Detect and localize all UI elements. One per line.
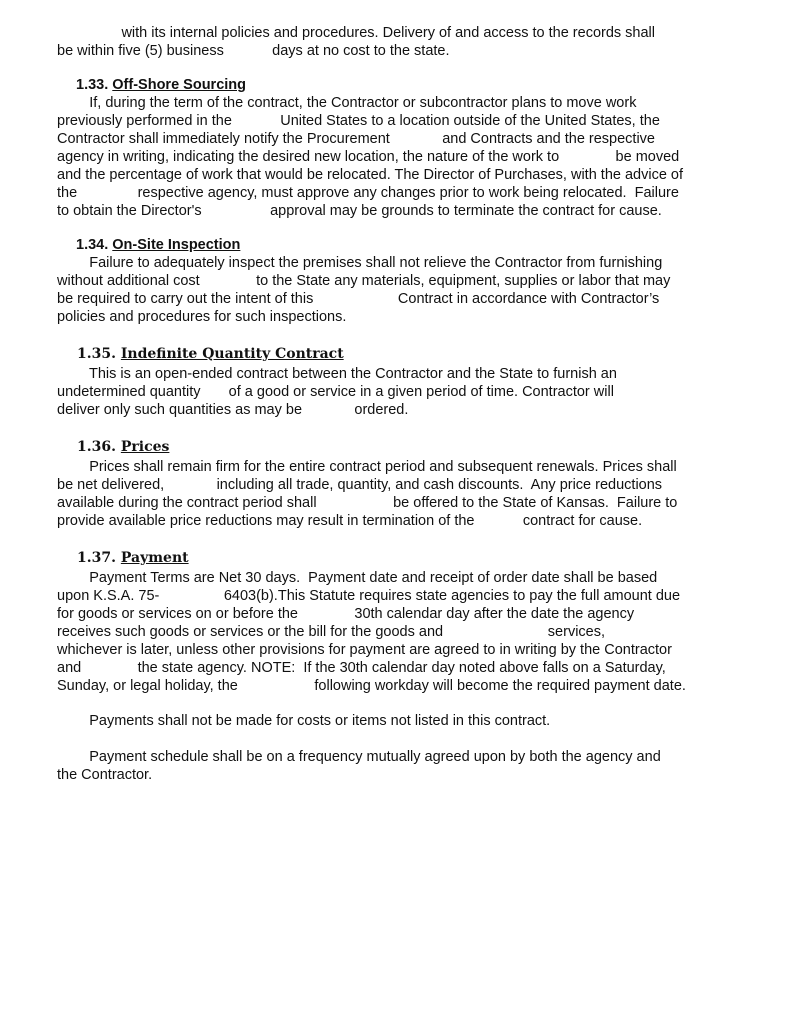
section-title: Indefinite Quantity Contract [120,346,344,362]
section-title: Payment [120,550,189,566]
section-title: Off-Shore Sourcing [112,77,247,93]
section-line: available during the contract period shall be offered to the State of Kansas. Failure to [57,495,678,511]
section-number: 1.36. [77,439,116,455]
section-number: 1.35. [77,346,116,362]
section-heading-off-shore-sourcing [76,76,246,94]
section-number: 1.37. [77,550,116,566]
closing-paragraph-2-line: Payment schedule shall be on a frequency mutually agreed upon by both the agency and [57,749,661,765]
intro-line: with its internal policies and procedures. Delivery of and access to the records shall [57,25,655,41]
section-heading-on-site-inspection [76,236,240,254]
section-line: undetermined quantity of a good or service in a given period of time. Contractor will [57,384,614,400]
section-number: 1.34. [76,237,109,253]
section-line: for goods or services on or before the 30th calendar day after the date the agency [57,606,635,622]
closing-paragraph-1: Payments shall not be made for costs or items not listed in this contract. [57,713,551,729]
section-line: the respective agency, must approve any changes prior to work being relocated. Failure [57,185,679,201]
section-number: 1.33. [76,77,109,93]
section-title: On-Site Inspection [112,237,241,253]
section-line: Sunday, or legal holiday, the following workday will become the required payment date. [57,678,686,694]
section-line: policies and procedures for such inspections. [57,309,347,325]
section-line: without additional cost to the State any materials, equipment, supplies or labor that may [57,273,671,289]
section-line: agency in writing, indicating the desired new location, the nature of the work to be moved [57,149,680,165]
section-line: provide available price reductions may result in termination of the contract for cause. [57,513,643,529]
section-line: Contractor shall immediately notify the Procurement and Contracts and the respective [57,131,655,147]
section-line: whichever is later, unless other provisions for payment are agreed to in writing by the Contractor [57,642,672,658]
section-line: Payment Terms are Net 30 days. Payment date and receipt of order date shall be based [57,570,658,586]
section-title: Prices [120,439,170,455]
section-line: to obtain the Director's approval may be grounds to terminate the contract for cause. [57,203,662,219]
section-line: Failure to adequately inspect the premises shall not relieve the Contractor from furnishing [57,255,663,271]
section-line: This is an open-ended contract between the Contractor and the State to furnish an [57,366,617,382]
section-line: be net delivered, including all trade, quantity, and cash discounts. Any price reductions [57,477,663,493]
section-line: receives such goods or services or the bill for the goods and services, [57,624,606,640]
intro-line: be within five (5) business days at no cost to the state. [57,43,450,59]
section-line: previously performed in the United States to a location outside of the United States, the [57,113,660,129]
section-line: be required to carry out the intent of this Contract in accordance with Contractor’s [57,291,660,307]
section-line: and the state agency. NOTE: If the 30th calendar day noted above falls on a Saturday, [57,660,666,676]
section-heading-payment [77,549,189,567]
section-line: Prices shall remain firm for the entire contract period and subsequent renewals. Prices shall [57,459,677,475]
section-line: deliver only such quantities as may be ordered. [57,402,409,418]
section-heading-indefinite-quantity-contract [77,345,344,363]
section-heading-prices [77,438,169,456]
section-line: If, during the term of the contract, the Contractor or subcontractor plans to move work [57,95,637,111]
section-line: upon K.S.A. 75- 6403(b).This Statute requires state agencies to pay the full amount due [57,588,681,604]
section-line: and the percentage of work that would be relocated. The Director of Purchases, with the advice of [57,167,684,183]
closing-paragraph-2-line: the Contractor. [57,767,153,783]
